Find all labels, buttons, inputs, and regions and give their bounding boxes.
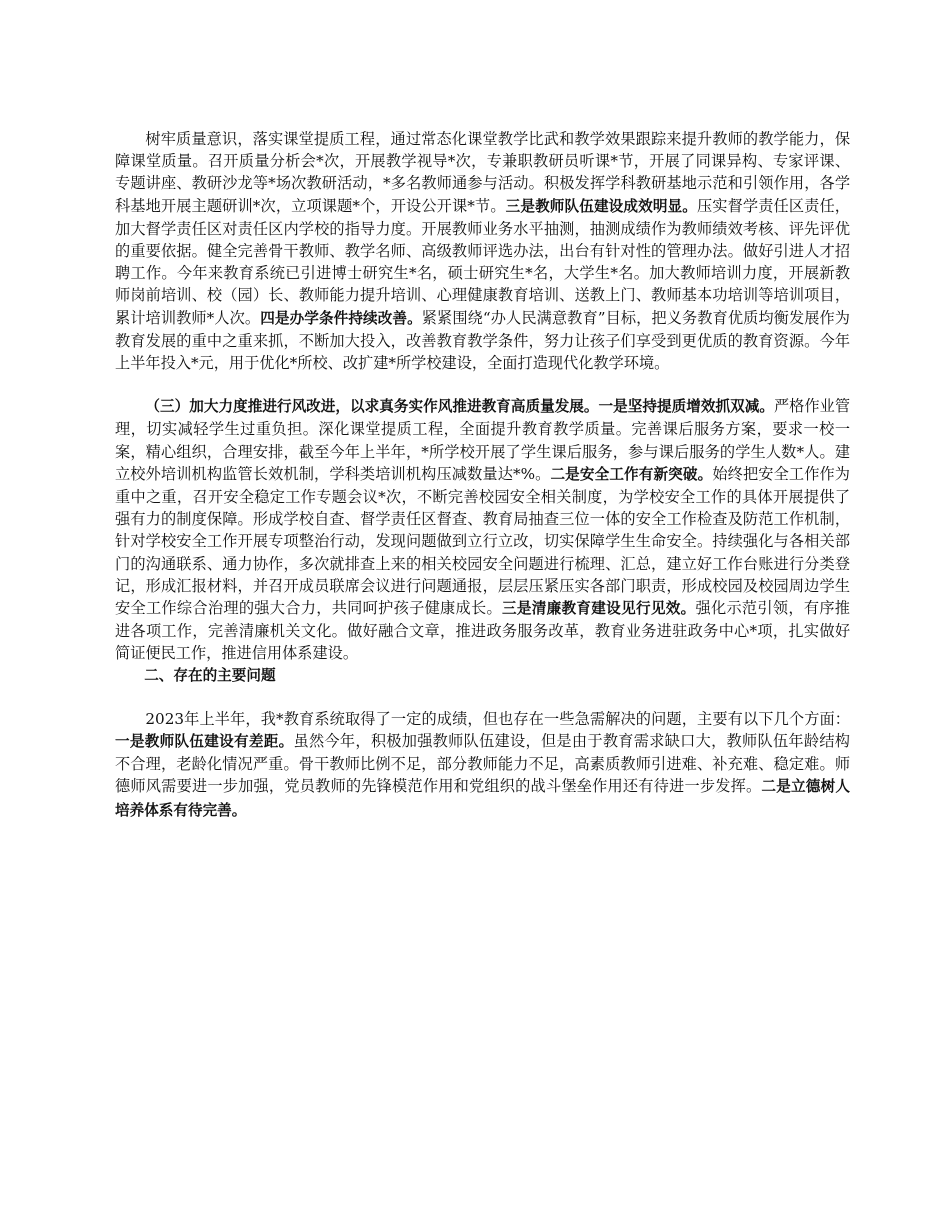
section-heading-problems: 二、存在的主要问题: [144, 666, 276, 684]
paragraph-text: 虽然今年，积极加强教师队伍建设，但是由于教育需求缺口大，教师队伍年龄结构不合理，老龄化情况严重。骨干教师比例不足，部分教师能力不足，高素质教师引进难、补充难、稳定难。师德师风需要进一步加强，党员教师的先锋模范作用和党组织的战斗堡垒作用还有待进一步发挥。: [115, 732, 850, 796]
bold-point-safety: 二是安全工作有新突破。: [550, 465, 713, 483]
paragraph-text: 严格作业管理，切实减轻学生过重负担。深化课堂提质工程，全面提升教育教学质量。完善课后服务方案，要求一校一案，精心组织，合理安排，截至今年上半年，*所学校开展了学生课后服务，参与课后服务的学生人数*人。建立校外培训机构监管长效机制，学科类培训机构压减数量达*%。: [115, 397, 851, 483]
bold-point-teacher-gap: 一是教师队伍建设有差距。: [115, 733, 294, 751]
bold-point-school-conditions: 四是办学条件持续改善。: [260, 309, 422, 327]
paragraph-text: 紧紧围绕“办人民满意教育”目标，把义务教育优质均衡发展作为教育发展的重中之重来抓，不断加大投入，改善教育教学条件，努力让孩子们享受到更优质的教育资源。今年上半年投入*元，用于优化*所校、改扩建*所学校建设，全面打造现代化教学环境。: [115, 308, 850, 373]
paragraph-style-improvement: [115, 395, 850, 664]
bold-point-integrity: 三是清廉教育建设见行见效。: [501, 600, 696, 618]
paragraph-text: 压实督学责任区责任，加大督学责任区对责任区内学校的指导力度。开展教师业务水平抽测，抽测成绩作为教师绩效考核、评先评优的重要依据。健全完善骨干教师、教学名师、高级教师评选办法，出台有针对性的管理办法。做好引进人才招聘工作。今年来教育系统已引进博士研究生*名，硕士研究生*名，大学生*名。加大教师培训力度，开展新教师岗前培训、校（园）长、教师能力提升培训、心理健康教育培训、送教上门、教师基本功培训等培训项目，累计培训教师*人次。: [115, 196, 850, 327]
bold-point-teacher-team: 三是教师队伍建设成效明显。: [505, 197, 697, 215]
paragraph-problems: [115, 708, 850, 822]
paragraph-teaching-quality: [115, 128, 850, 374]
bold-point-moral-education: 二是立德树人培养体系有待完善。: [115, 778, 850, 819]
bold-section-heading-three: （三）加大力度推进行风改进，以求真务实作风推进教育高质量发展。一是坚持提质增效抓双减。: [145, 398, 774, 416]
paragraph-text: 强化示范引领，有序推进各项工作，完善清廉机关文化。做好融合文章，推进政务服务改革，教育业务进驻政务中心*项，扎实做好简证便民工作，推进信用体系建设。: [115, 599, 850, 663]
document-page: [115, 128, 850, 822]
paragraph-text: 2023年上半年，我*教育系统取得了一定的成绩，但也存在一些急需解决的问题，主要有以下几个方面：: [145, 709, 850, 728]
paragraph-text: 始终把安全工作作为重中之重，召开安全稳定工作专题会议*次，不断完善校园安全相关制度，为学校安全工作的具体开展提供了强有力的制度保障。形成学校自查、督学责任区督查、教育局抽查三位一体的安全工作检查及防范工作机制，针对学校安全工作开展专项整治行动，发现问题做到立行立改，切实保障学生生命安全。持续强化与各相关部门的沟通联系、通力协作，多次就排查上来的相关校园安全问题进行梳理、汇总，建立好工作台账进行分类登记，形成汇报材料，并召开成员联席会议进行问题通报，层层压紧压实各部门职责，形成校园及校园周边学生安全工作综合治理的强大合力，共同呵护孩子健康成长。: [115, 464, 850, 618]
paragraph-text: 树牢质量意识，落实课堂提质工程，通过常态化课堂教学比武和教学效果跟踪来提升教师的教学能力，保障课堂质量。召开质量分析会*次，开展教学视导*次，专兼职教研员听课*节，开展了同课异构、专家评课、专题讲座、教研沙龙等*场次教研活动，*多名教师通参与活动。积极发挥学科教研基地示范和引领作用，各学科基地开展主题研训*次，立项课题*个，开设公开课*节。: [115, 130, 850, 215]
